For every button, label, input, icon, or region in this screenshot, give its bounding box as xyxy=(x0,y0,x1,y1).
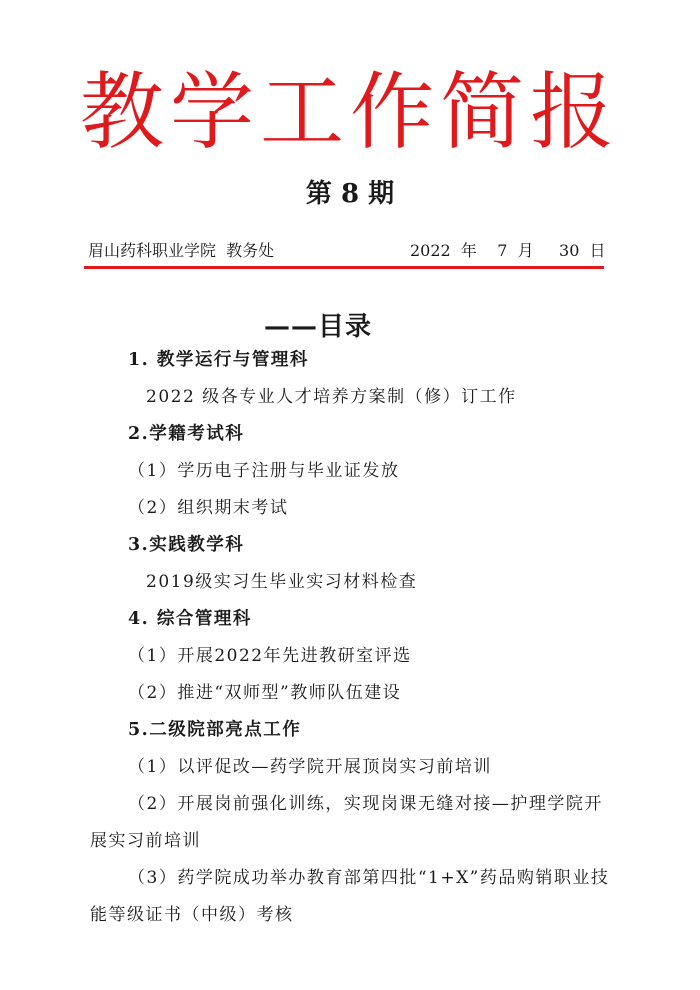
toc-item: （2）组织期末考试 xyxy=(128,498,289,518)
toc-item: （2）开展岗前强化训练，实现岗课无缝对接—护理学院开 xyxy=(128,794,603,814)
toc-section-3: 3.实践教学科 xyxy=(128,535,245,555)
red-divider xyxy=(84,266,604,269)
toc-item: （3）药学院成功举办教育部第四批“1+X”药品购销职业技 xyxy=(128,868,610,888)
publish-date: 2022 年 7 月 30 日 xyxy=(410,241,606,260)
publisher: 眉山药科职业学院 教务处 xyxy=(88,241,275,260)
masthead-title: 教学工作简报 xyxy=(79,63,620,161)
toc-item: （2）推进“双师型”教师队伍建设 xyxy=(128,683,402,703)
toc-item: （1）学历电子注册与毕业证发放 xyxy=(128,461,400,481)
toc-item: 2022 级各专业人才培养方案制（修）订工作 xyxy=(146,387,517,407)
toc-section-1: 1. 教学运行与管理科 xyxy=(128,350,309,370)
issue-number: 第 8 期 xyxy=(305,179,395,209)
toc-title: ——目录 xyxy=(264,312,373,342)
toc-section-2: 2.学籍考试科 xyxy=(128,424,245,444)
toc-item: （1）以评促改—药学院开展顶岗实习前培训 xyxy=(128,757,492,777)
toc-item-continued: 展实习前培训 xyxy=(90,831,201,851)
toc-item: （1）开展2022年先进教研室评选 xyxy=(128,646,412,666)
toc-item: 2019级实习生毕业实习材料检查 xyxy=(146,572,418,592)
toc-item-continued: 能等级证书（中级）考核 xyxy=(90,905,294,925)
toc-section-4: 4. 综合管理科 xyxy=(128,609,252,629)
toc-section-5: 5.二级院部亮点工作 xyxy=(128,720,302,740)
